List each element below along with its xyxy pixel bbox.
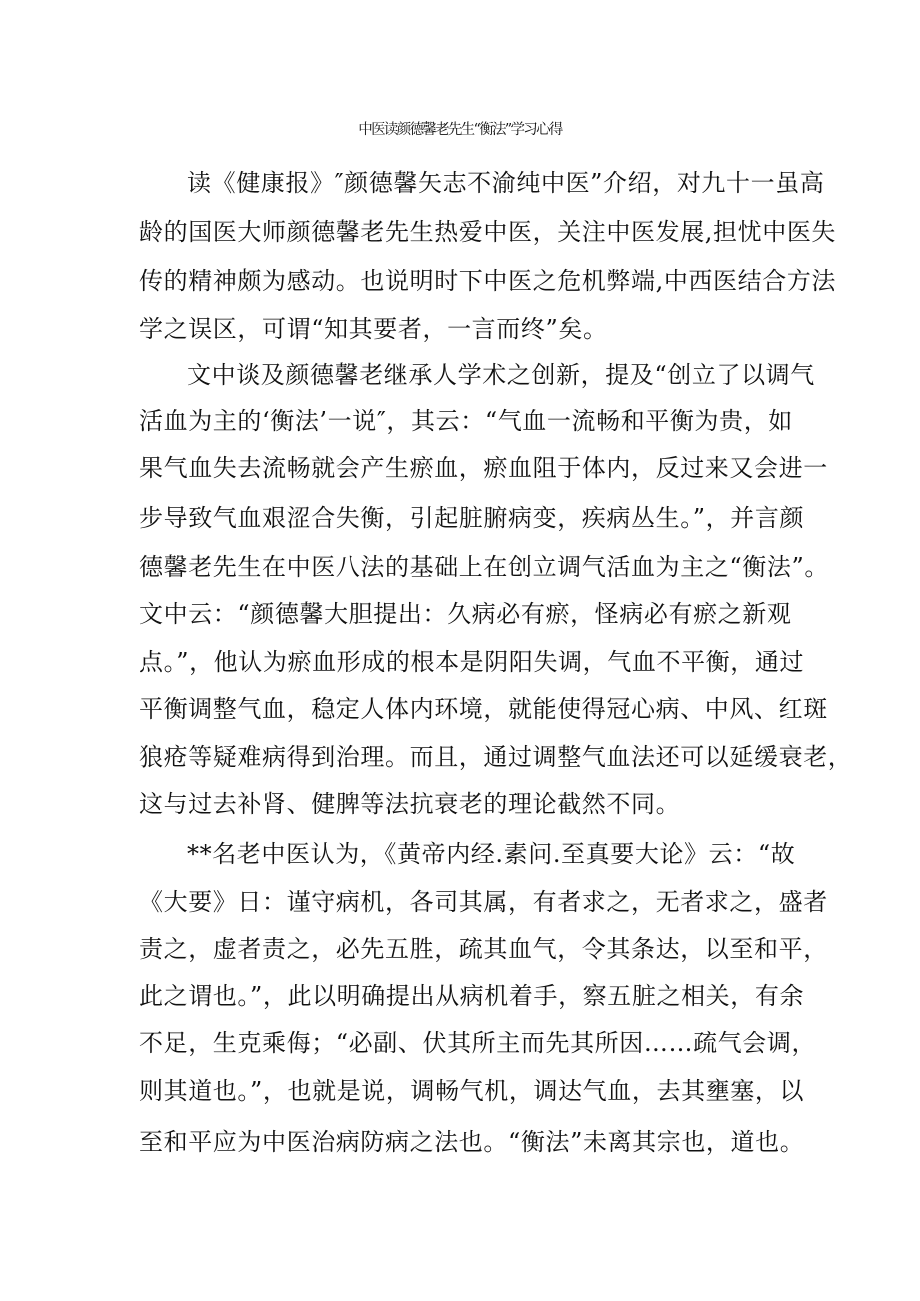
paragraph-1-line-1: 读《健康报》″颜德馨矢志不渝纯中医”介绍，对九十一虽高 — [187, 169, 825, 197]
document-title: 中医读颜德馨老先生“衡法”学习心得 — [358, 122, 562, 138]
paragraph-3-line-3: 责之，虚者责之，必先五胜，疏其血气，令其条达，以至和平， — [139, 935, 828, 963]
paragraph-3-line-7: 至和平应为中医治病防病之法也。“衡法”未离其宗也，道也。 — [139, 1128, 805, 1156]
paragraph-2-line-2: 活血为主的‘衡法’一说″，其云：“气血一流畅和平衡为贵，如 — [139, 407, 793, 435]
paragraph-2-line-8: 平衡调整气血，稳定人体内环境，就能使得冠心病、中风、红斑 — [139, 695, 828, 723]
paragraph-3-line-2: 《大要》日：谨守病机，各司其属，有者求之，无者求之，盛者 — [139, 888, 828, 916]
paragraph-2-line-5: 德馨老先生在中医八法的基础上在创立调气活血为主之“衡法”。 — [139, 553, 829, 581]
paragraph-2-line-6: 文中云：“颜德馨大胆提出：久病必有瘀，怪病必有瘀之新观 — [139, 600, 792, 628]
paragraph-2-line-10: 这与过去补肾、健脾等法抗衰老的理论截然不同。 — [139, 790, 681, 818]
paragraph-2-line-7: 点。”，他认为瘀血形成的根本是阴阳失调，气血不平衡，通过 — [139, 648, 805, 676]
paragraph-1-line-4: 学之误区，可谓“知其要者，一言而终”矣。 — [139, 315, 608, 343]
paragraph-3-line-1: **名老中医认为，《黄帝内经.素问.至真要大论》云：“故 — [187, 840, 796, 868]
paragraph-1-line-2: 龄的国医大师颜德馨老先生热爱中医，关注中医发展,担忧中医失 — [139, 218, 837, 246]
paragraph-3-line-4: 此之谓也。”，此以明确提出从病机着手，察五脏之相关，有余 — [139, 982, 805, 1010]
paragraph-2-line-4: 步导致气血艰涩合失衡，引起脏腑病变，疾病丛生。”，并言颜 — [139, 504, 805, 532]
paragraph-1-line-3: 传的精神颇为感动。也说明时下中医之危机弊端,中西医结合方法 — [139, 267, 837, 295]
paragraph-2-line-1: 文中谈及颜德馨老继承人学术之创新，提及“创立了以调气 — [187, 361, 815, 389]
paragraph-2-line-9: 狼疮等疑难病得到治理。而且，通过调整气血法还可以延缓衰老， — [139, 743, 853, 771]
paragraph-3-line-6: 则其道也。”，也就是说，调畅气机，调达气血，去其壅塞，以 — [139, 1077, 805, 1105]
paragraph-3-line-5: 不足，生克乘侮；“必副、伏其所主而先其所因……疏气会调， — [139, 1029, 817, 1057]
paragraph-2-line-3: 果气血失去流畅就会产生瘀血，瘀血阻于体内，反过来又会进一 — [139, 454, 828, 482]
